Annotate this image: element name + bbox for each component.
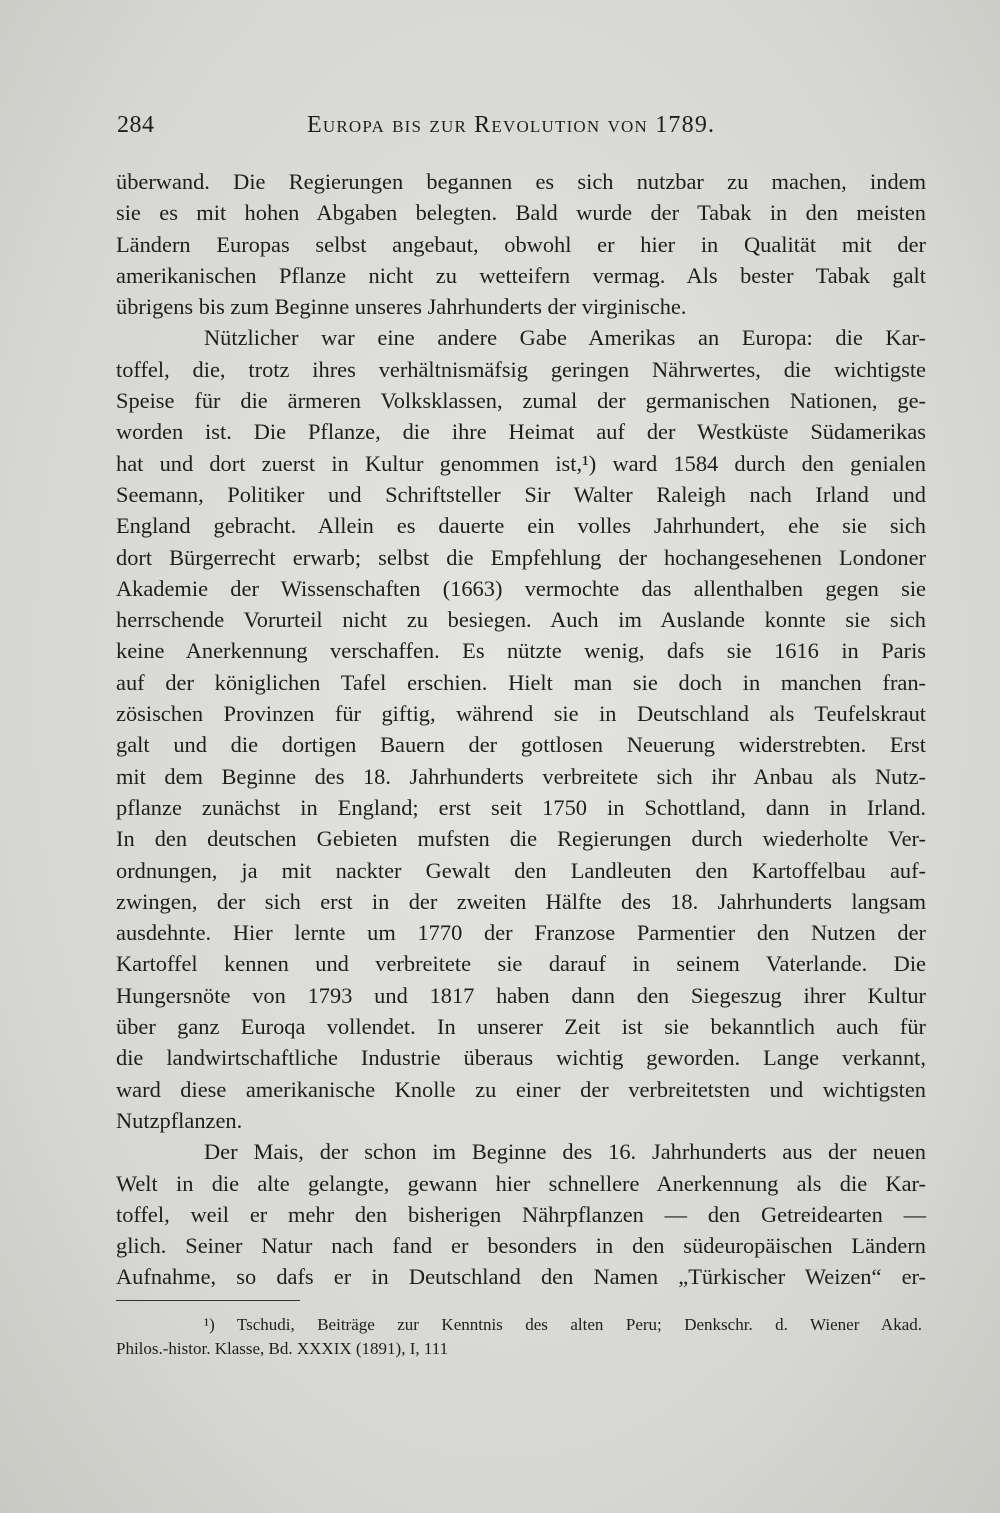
text-line: galt und die dortigen Bauern der gottlosen Neuerung widerstrebten. Erst (116, 732, 926, 758)
text-line: Der Mais, der schon im Beginne des 16. Jahrhunderts aus der neuen (204, 1139, 926, 1165)
text-line: Nutzpflanzen. (116, 1107, 243, 1133)
text-line: Hungersnöte von 1793 und 1817 haben dann den Siegeszug ihrer Kultur (116, 982, 926, 1008)
text-line: In den deutschen Gebieten mufsten die Regierungen durch wiederholte Ver- (116, 826, 926, 852)
text-line: Welt in die alte gelangte, gewann hier schnellere Anerkennung als die Kar- (116, 1170, 926, 1196)
text-line: pflanze zunächst in England; erst seit 1750 in Schottland, dann in Irland. (116, 794, 926, 820)
text-line: Ländern Europas selbst angebaut, obwohl er hier in Qualität mit der (116, 231, 926, 257)
footnote-line: Philos.-histor. Klasse, Bd. XXXIX (1891), I, 111 (116, 1339, 449, 1358)
text-line: sie es mit hohen Abgaben belegten. Bald wurde der Tabak in den meisten (116, 200, 926, 226)
page-header (117, 112, 751, 148)
text-line: zwingen, der sich erst in der zweiten Hälfte des 18. Jahrhunderts langsam (116, 888, 926, 914)
text-line: ordnungen, ja mit nackter Gewalt den Landleuten den Kartoffelbau auf- (116, 857, 926, 883)
footnote-line: ¹) Tschudi, Beiträge zur Kenntnis des alten Peru; Denkschr. d. Wiener Akad. (204, 1315, 922, 1334)
footnote-separator (116, 1300, 300, 1301)
text-line: amerikanischen Pflanze nicht zu wetteifern vermag. Als bester Tabak galt (116, 262, 926, 288)
text-line: auf der königlichen Tafel erschien. Hielt man sie doch in manchen fran- (116, 669, 926, 695)
text-line: überwand. Die Regierungen begannen es sich nutzbar zu machen, indem (116, 169, 926, 194)
body-text (116, 166, 926, 1293)
text-line: Seemann, Politiker und Schriftsteller Sir Walter Raleigh nach Irland und (116, 481, 926, 507)
page-number: 284 (117, 112, 155, 138)
text-line: mit dem Beginne des 18. Jahrhunderts verbreitete sich ihr Anbau als Nutz- (116, 763, 926, 789)
text-line: zösischen Provinzen für giftig, während sie in Deutschland als Teufelskraut (116, 701, 926, 727)
text-line: keine Anerkennung verschaffen. Es nützte wenig, dafs sie 1616 in Paris (116, 638, 926, 664)
running-title: Europa bis zur Revolution von 1789. (307, 112, 716, 138)
text-line: Kartoffel kennen und verbreitete sie darauf in seinem Vaterlande. Die (116, 951, 926, 977)
text-line: Akademie der Wissenschaften (1663) vermochte das allenthalben gegen sie (116, 575, 926, 601)
text-line: über ganz Euroqa vollendet. In unserer Zeit ist sie bekanntlich auch für (116, 1014, 926, 1040)
text-line: Speise für die ärmeren Volksklassen, zumal der germanischen Nationen, ge- (116, 388, 926, 414)
text-line: toffel, weil er mehr den bisherigen Nährpflanzen — den Getreidearten — (116, 1201, 926, 1227)
text-line: ward diese amerikanische Knolle zu einer der verbreitetsten und wichtigsten (116, 1076, 926, 1102)
footnotes (116, 1313, 922, 1361)
text-line: toffel, die, trotz ihres verhältnismäfsig geringen Nährwertes, die wichtigste (116, 356, 926, 382)
text-line: ausdehnte. Hier lernte um 1770 der Franzose Parmentier den Nutzen der (116, 920, 926, 946)
text-line: herrschende Vorurteil nicht zu besiegen. Auch im Auslande konnte sie sich (116, 607, 926, 633)
text-line: Aufnahme, so dafs er in Deutschland den Namen „Türkischer Weizen“ er- (116, 1264, 926, 1290)
text-line: glich. Seiner Natur nach fand er besonders in den südeuropäischen Ländern (116, 1233, 926, 1259)
text-line: Nützlicher war eine andere Gabe Amerikas an Europa: die Kar- (204, 325, 926, 351)
text-line: übrigens bis zum Beginne unseres Jahrhunderts der virginische. (116, 294, 687, 320)
text-line: dort Bürgerrecht erwarb; selbst die Empfehlung der hochangesehenen Londoner (116, 544, 926, 570)
text-line: England gebracht. Allein es dauerte ein volles Jahrhundert, ehe sie sich (116, 513, 926, 539)
text-line: die landwirtschaftliche Industrie überaus wichtig geworden. Lange verkannt, (116, 1045, 926, 1071)
text-line: hat und dort zuerst in Kultur genommen ist,¹) ward 1584 durch den genialen (116, 450, 926, 476)
text-line: worden ist. Die Pflanze, die ihre Heimat auf der Westküste Südamerikas (116, 419, 926, 445)
